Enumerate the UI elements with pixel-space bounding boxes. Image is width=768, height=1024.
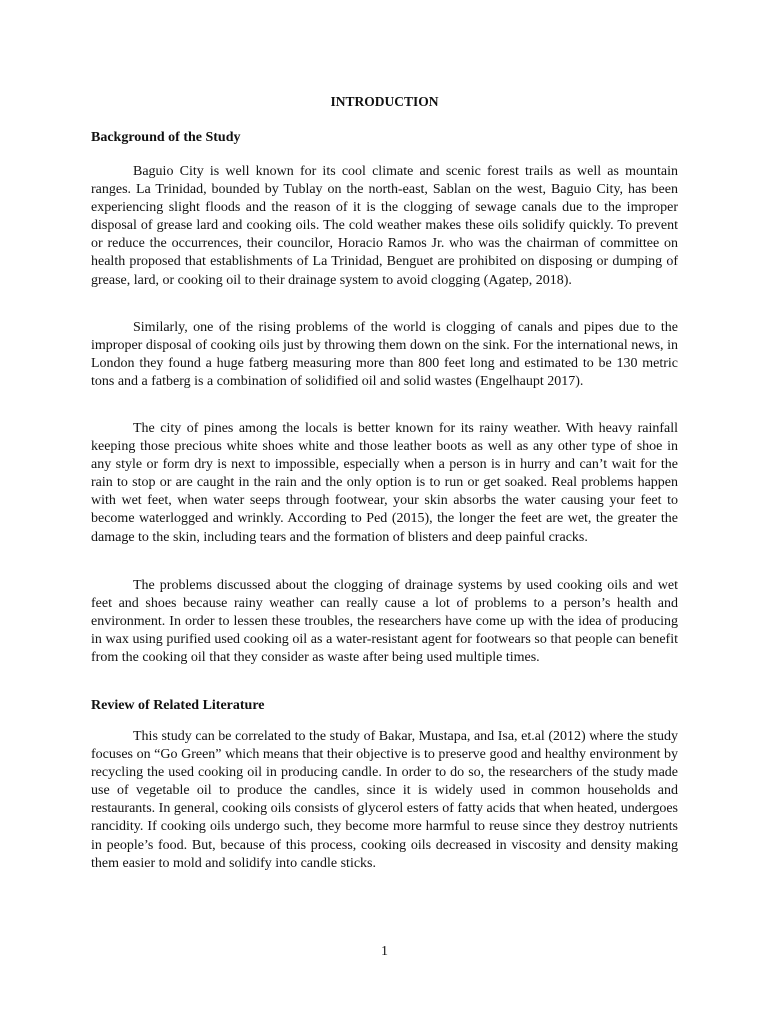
document-page bbox=[91, 0, 678, 1024]
section-heading-review: Review of Related Literature bbox=[91, 698, 265, 713]
background-paragraph-2: Similarly, one of the rising problems of the world is clogging of canals and pipes due to the improper disposal of cooking oils just by throwing them down on the sink. For the international news, in London they found a huge fatberg measuring more than 800 feet long and estimated to be 130 metric tons and a fatberg is a combination of solidified oil and solid wastes (Engelhaupt 2017). bbox=[91, 320, 678, 390]
background-paragraph-4: The problems discussed about the clogging of drainage systems by used cooking oils and wet feet and shoes because rainy weather can really cause a lot of problems to a person’s health and environment. In order to lessen these troubles, the researchers have come up with the idea of producing in wax using purified used cooking oil as a water-resistant agent for footwears so that people can benefit from the cooking oil that they consider as waste after being used multiple times. bbox=[91, 578, 678, 666]
section-heading-background: Background of the Study bbox=[91, 130, 241, 145]
review-paragraph-1: This study can be correlated to the study of Bakar, Mustapa, and Isa, et.al (2012) where the study focuses on “Go Green” which means that their objective is to preserve good and healthy environment by recycling the used cooking oil in producing candle. In order to do so, the researchers of the study made use of vegetable oil to produce the candles, since it is widely used in common households and restaurants. In general, cooking oils consists of glycerol esters of fatty acids that when heated, undergoes rancidity. If cooking oils undergo such, they become more harmful to reuse since they destroy nutrients in people’s food. But, because of this process, cooking oils decreased in viscosity and density making them easier to mold and solidify into candle sticks. bbox=[91, 729, 678, 871]
page-number: 1 bbox=[381, 944, 388, 959]
page-title: INTRODUCTION bbox=[330, 94, 439, 109]
background-paragraph-3: The city of pines among the locals is better known for its rainy weather. With heavy rainfall keeping those precious white shoes white and those leather boots as well as any other type of shoe in any style or form dry is next to impossible, especially when a person is in hurry and can’t wait for the rain to stop or are caught in the rain and the only option is to run or get soaked. Real problems happen with wet feet, when water seeps through footwear, your skin absorbs the water causing your feet to become waterlogged and wrinkly. According to Ped (2015), the longer the feet are wet, the greater the damage to the skin, including tears and the formation of blisters and deep painful cracks. bbox=[91, 421, 678, 545]
background-paragraph-1: Baguio City is well known for its cool climate and scenic forest trails as well as mountain ranges. La Trinidad, bounded by Tublay on the north-east, Sablan on the west, Baguio City, has been experiencing slight floods and the reason of it is the clogging of sewage canals due to the improper disposal of grease lard and cooking oils. The cold weather makes these oils solidify quickly. To prevent or reduce the occurrences, their councilor, Horacio Ramos Jr. who was the chairman of committee on health proposed that establishments of La Trinidad, Benguet are prohibited on disposing or dumping of grease, lard, or cooking oil to their drainage system to avoid clogging (Agatep, 2018). bbox=[91, 164, 678, 288]
